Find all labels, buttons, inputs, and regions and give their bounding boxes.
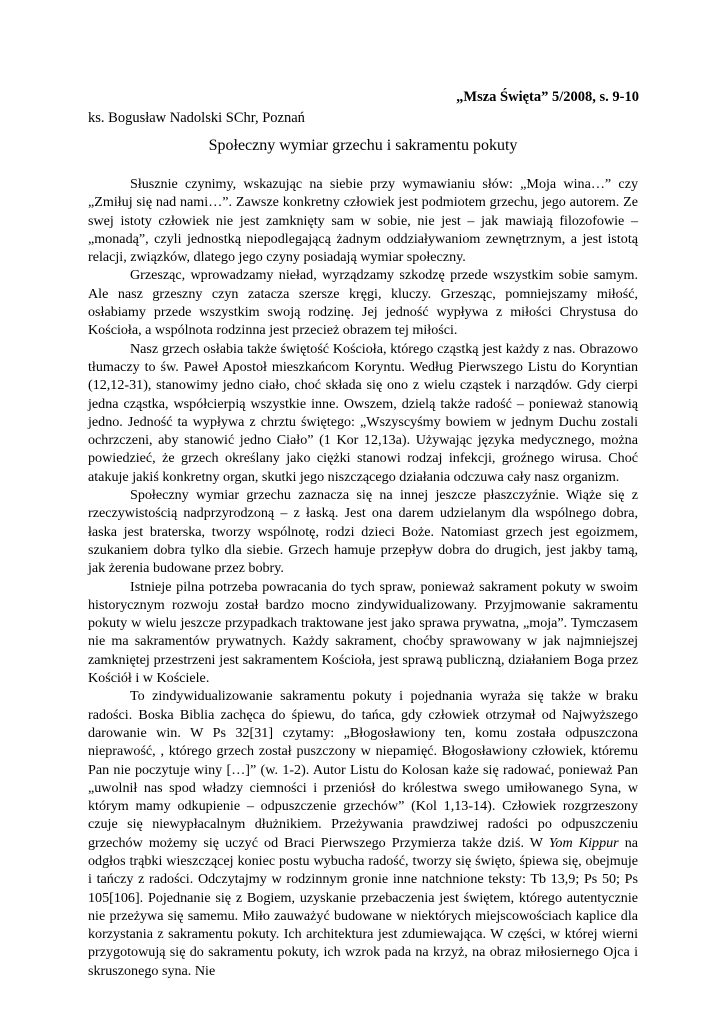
author-line: ks. Bogusław Nadolski SChr, Poznań [88, 110, 305, 126]
paragraph-5: Istnieje pilna potrzeba powracania do tych spraw, ponieważ sakrament pokuty w swoim historycznym rozwoju został bardzo mocno zindywidualizowany. Przyjmowanie sakramentu pokuty w wielu jeszcze przypadkach traktowane jest jako sprawa prywatna, „moja”. Tymczasem nie ma sakramentów prywatnych. Każdy sakrament, choćby sprawowany w jak najmniejszej zamkniętej przestrzeni jest sakramentem Kościoła, jest sprawą publiczną, działaniem Boga przez Kościół i w Kościele. [88, 578, 638, 687]
paragraph-1: Słusznie czynimy, wskazując na siebie przy wymawianiu słów: „Moja wina…” czy „Zmiłuj się nad nami…”. Zawsze konkretny człowiek jest podmiotem grzechu, jego autorem. Ze swej istoty człowiek nie jest zamknięty sam w sobie, nie jest – jak mawiają filozofowie – „monadą”, czyli jednostką niepodlegającą żadnym oddziaływaniom zewnętrznym, a jest istotą relacji, związków, dlatego jego czyny posiadają wymiar społeczny. [88, 176, 638, 266]
paragraph-2: Grzesząc, wprowadzamy nieład, wyrządzamy szkodzę przede wszystkim sobie samym. Ale nasz grzeszny czyn zatacza szersze kręgi, kluczy. Grzesząc, pomniejszamy miłość, osłabiamy przede wszystkim swoją rodzinę. Jej jedność wypływa z miłości Chrystusa do Kościoła, a wspólnota rodzinna jest przecież obrazem tej miłości. [88, 267, 638, 339]
italic-term: Yom Kippur [548, 834, 619, 851]
article-title: Społeczny wymiar grzechu i sakramentu pokuty [208, 137, 518, 154]
paragraph-6: To zindywidualizowanie sakramentu pokuty i pojednania wyraża się także w braku radości. Boska Biblia zachęca do śpiewu, do tańca, gdy człowiek otrzymał od Najwyższego darowanie win. W Ps 32[31] czytamy: „Błogosławiony ten, komu została odpuszczona nieprawość, , którego grzech został puszczony w niepamięć. Błogosławiony człowiek, któremu Pan nie poczytuje winy […]” (w. 1-2). Autor Listu do Kolosan każe się radować, ponieważ Pan „uwolnił nas spod władzy ciemności i przeniósł do królestwa swego umiłowanego Syna, w którym mamy odkupienie – odpuszczenie grzechów” (Kol 1,13-14). Człowiek rozgrzeszony czuje się niewypłacalnym dłużnikiem. Przeżywania prawdziwej radości po odpuszczeniu grzechów możemy się uczyć od Braci Pierwszego Przymierza także dziś. W Yom Kippur na odgłos trąbki wieszczącej koniec postu wybucha radość, tworzy się święto, śpiewa się, obejmuje i tańczy z radości. Odczytajmy w rodzinnym gronie inne natchnione teksty: Tb 13,9; Ps 50; Ps 105[106]. Pojednanie się z Bogiem, uzyskanie przebaczenia jest świętem, którego autentycznie nie przeżywa się samemu. Miło zauważyć budowane w niektórych miejscowościach kaplice dla korzystania z sakramentu pokuty. Ich architektura jest zdumiewająca. W części, w której wierni przygotowują się do sakramentu pokuty, ich wzrok pada na krzyż, na obraz miłosiernego Ojca i skruszonego syna. Nie [88, 688, 639, 979]
article-body [88, 175, 638, 980]
paragraph-4: Społeczny wymiar grzechu zaznacza się na innej jeszcze płaszczyźnie. Wiąże się z rzeczywistością nadprzyrodzoną – z łaską. Jest ona darem udzielanym dla wspólnego dobra, łaska jest braterska, tworzy wspólnotę, rodzi dzieci Boże. Natomiast grzech jest egoizmem, szukaniem dobra tylko dla siebie. Grzech hamuje przepływ dobra do drugich, jest jakby tamą, jak żerenia budowane przez bobry. [88, 487, 638, 577]
paragraph-3: Nasz grzech osłabia także świętość Kościoła, którego cząstką jest każdy z nas. Obrazowo tłumaczy to św. Paweł Apostoł mieszkańcom Koryntu. Według Pierwszego Listu do Koryntian (12,12-31), stanowimy jedno ciało, choć składa się ono z wielu cząstek i narządów. Gdy cierpi jedna cząstka, współcierpią wszystkie inne. Owszem, dzielą także radość – ponieważ stanowią jedno. Jedność ta wypływa z chrztu świętego: „Wszyscyśmy bowiem w jednym Duchu zostali ochrzczeni, aby stanowić jedno Ciało” (1 Kor 12,13a). Używając języka medycznego, można powiedzieć, że grzech określany jako ciężki stanowi rodzaj infekcji, groźnego wirusa. Choć atakuje jakiś konkretny organ, skutki jego niszczącego działania odczuwa cały nasz organizm. [88, 340, 638, 485]
source-citation: „Msza Święta” 5/2008, s. 9-10 [456, 89, 639, 105]
